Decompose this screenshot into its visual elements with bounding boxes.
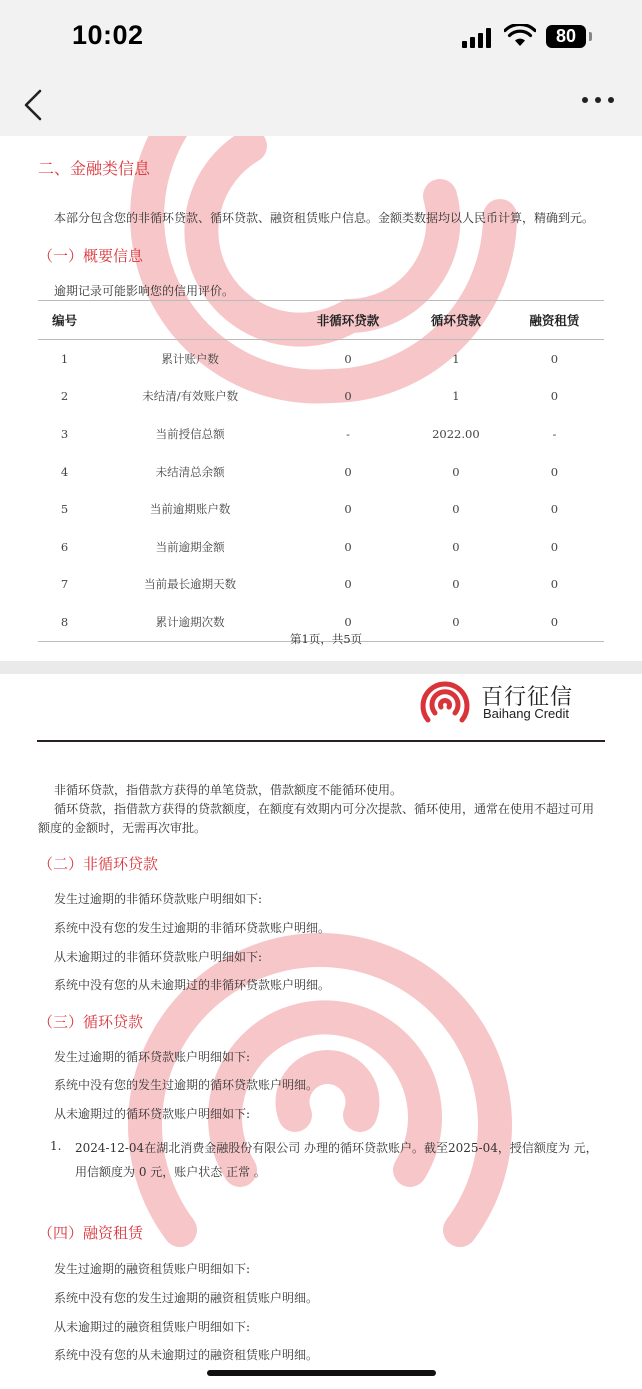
cell-leasing: 0 — [550, 502, 559, 517]
table-header-row — [38, 301, 604, 340]
battery-tip — [589, 32, 592, 41]
cell-no: 5 — [60, 502, 69, 517]
non-revolving-never-label: 从未逾期过的非循环贷款账户明细如下: — [54, 950, 263, 964]
cell-item: 当前逾期账户数 — [149, 502, 231, 517]
cell-item: 未结清/有效账户数 — [142, 389, 239, 404]
cell-no: 6 — [60, 539, 69, 554]
cell-revolving: 2022.00 — [432, 426, 480, 441]
table-row — [38, 415, 604, 453]
header-no: 编号 — [38, 301, 91, 340]
header-item — [91, 301, 289, 340]
cell-revolving: 1 — [452, 351, 460, 366]
cell-revolving: 0 — [452, 464, 460, 479]
header-leasing: 融资租赁 — [505, 301, 604, 340]
cell-revolving: 1 — [452, 389, 460, 404]
cell-leasing: 0 — [550, 539, 559, 554]
table-row — [38, 378, 604, 416]
revolving-item-line2: 用信额度为 0 元，账户状态 正常 。 — [75, 1165, 266, 1179]
wifi-icon — [504, 24, 536, 48]
cell-no: 8 — [38, 603, 91, 641]
table-row — [38, 528, 604, 566]
battery-icon: 80 — [546, 25, 586, 48]
non-revolving-overdue-label: 发生过逾期的非循环贷款账户明细如下: — [54, 892, 263, 906]
nav-bar — [0, 75, 642, 136]
cell-non-revolving: 0 — [344, 539, 352, 554]
section-title-financial: 二、金融类信息 — [38, 159, 151, 178]
home-indicator[interactable] — [207, 1370, 436, 1376]
status-bar — [0, 0, 642, 75]
status-time: 10:02 — [72, 20, 144, 50]
logo-en: Baihang Credit — [483, 706, 569, 721]
non-revolving-overdue-text: 系统中没有您的发生过逾期的非循环贷款账户明细。 — [54, 921, 331, 935]
leasing-overdue-label: 发生过逾期的融资租赁账户明细如下: — [54, 1262, 251, 1276]
table-row — [38, 340, 604, 378]
cell-leasing: 0 — [550, 577, 559, 592]
cell-no: 7 — [60, 577, 69, 592]
section-title-revolving: （三）循环贷款 — [38, 1013, 144, 1031]
cell-leasing: 0 — [550, 464, 559, 479]
revolving-never-label: 从未逾期过的循环贷款账户明细如下: — [54, 1107, 251, 1121]
definition-non-revolving: 非循环贷款，指借款方获得的单笔贷款，借款额度不能循环使用。 — [54, 783, 403, 797]
cell-non-revolving: 0 — [344, 577, 352, 592]
chevron-left-icon[interactable] — [18, 85, 48, 125]
table-row — [38, 490, 604, 528]
leasing-never-label: 从未逾期过的融资租赁账户明细如下: — [54, 1320, 251, 1334]
cell-revolving: 0 — [452, 502, 460, 517]
cell-leasing: 0 — [550, 351, 559, 366]
definition-revolving-line2: 额度的金额时，无需再次审批。 — [38, 821, 207, 835]
non-revolving-never-text: 系统中没有您的从未逾期过的非循环贷款账户明细。 — [54, 978, 331, 992]
cell-non-revolving: 0 — [289, 603, 407, 641]
cell-revolving: 0 — [452, 539, 460, 554]
cell-item: 当前授信总额 — [155, 426, 225, 441]
header-non-revolving: 非循环贷款 — [289, 301, 407, 340]
baihang-logo-icon — [418, 676, 472, 730]
summary-table — [38, 300, 604, 642]
cell-leasing: - — [552, 426, 557, 441]
cell-item: 累计账户数 — [161, 351, 219, 366]
cell-revolving: 0 — [452, 577, 460, 592]
leasing-never-text: 系统中没有您的从未逾期过的融资租赁账户明细。 — [54, 1348, 319, 1362]
cell-no: 1 — [60, 351, 69, 366]
revolving-overdue-text: 系统中没有您的发生过逾期的循环贷款账户明细。 — [54, 1078, 319, 1092]
header-revolving: 循环贷款 — [407, 301, 505, 340]
cell-item: 当前逾期金额 — [155, 539, 225, 554]
revolving-overdue-label: 发生过逾期的循环贷款账户明细如下: — [54, 1050, 251, 1064]
cell-revolving: 0 — [407, 603, 505, 641]
cell-non-revolving: 0 — [344, 464, 352, 479]
cell-non-revolving: 0 — [344, 351, 352, 366]
section-title-leasing: （四）融资租赁 — [38, 1224, 144, 1242]
page-divider — [0, 661, 642, 674]
subsection-title-summary: （一）概要信息 — [38, 247, 144, 265]
signal-icon — [462, 28, 492, 48]
definition-revolving-line1: 循环贷款，指借款方获得的贷款额度，在额度有效期内可分次提款、循环使用，通常在使用不超过可用 — [54, 802, 595, 816]
cell-leasing: 0 — [505, 603, 604, 641]
cell-non-revolving: 0 — [344, 502, 352, 517]
table-row — [38, 566, 604, 604]
cell-no: 3 — [60, 426, 69, 441]
cell-non-revolving: 0 — [344, 389, 352, 404]
header-rule — [37, 740, 605, 742]
leasing-overdue-text: 系统中没有您的发生过逾期的融资租赁账户明细。 — [54, 1291, 319, 1305]
ellipsis-icon[interactable] — [582, 97, 616, 107]
page-footer: 第1页，共5页 — [290, 632, 363, 646]
cell-non-revolving: - — [346, 426, 350, 441]
logo-cn: 百行征信 — [481, 685, 574, 710]
revolving-item-line1: 2024-12-04在湖北消费金融股份有限公司 办理的循环贷款账户。截至2025-04，授信额度为 元， — [75, 1141, 598, 1155]
intro-text: 本部分包含您的非循环贷款、循环贷款、融资租赁账户信息。金额类数据均以人民币计算，精确到元。 — [54, 211, 595, 225]
cell-item: 累计逾期次数 — [91, 603, 289, 641]
revolving-item-number: 1. — [50, 1139, 62, 1153]
cell-leasing: 0 — [550, 389, 559, 404]
cell-item: 未结清总余额 — [155, 464, 225, 479]
section-title-non-revolving: （二）非循环贷款 — [38, 855, 159, 873]
cell-item: 当前最长逾期天数 — [144, 577, 237, 592]
cell-no: 4 — [60, 464, 69, 479]
cell-no: 2 — [60, 389, 69, 404]
overdue-note: 逾期记录可能影响您的信用评价。 — [54, 284, 235, 298]
table-row — [38, 453, 604, 491]
